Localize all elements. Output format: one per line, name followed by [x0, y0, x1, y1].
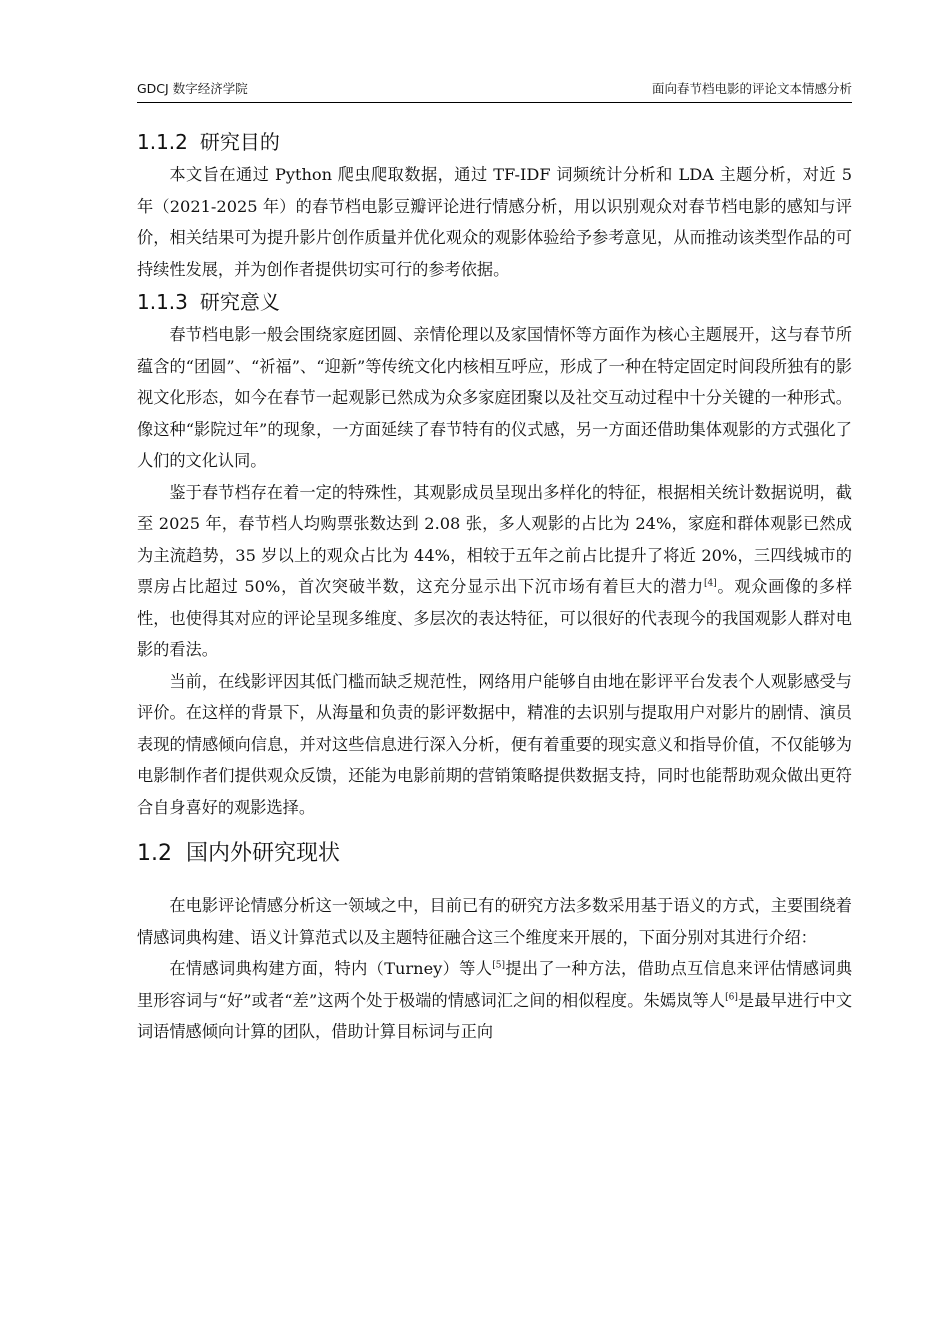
heading-number: 1.1.3 — [137, 290, 188, 314]
paragraph-research-purpose: 本文旨在通过 Python 爬虫爬取数据，通过 TF-IDF 词频统计分析和 LDA 主题分析，对近 5 年（2021-2025 年）的春节档电影豆瓣评论进行情感分析，用以识别观众对春节档电影的感知与评价，相关结果可为提升影片创作质量并优化观众的观影体验给予参考意见，从而推动该类型作品的可持续性发展，并为创作者提供切实可行的参考依据。 — [137, 165, 852, 279]
paragraph-text: 鉴于春节档存在着一定的特殊性，其观影成员呈现出多样化的特征，根据相关统计数据说明，截至 2025 年，春节档人均购票张数达到 2.08 张，多人观影的占比为 24%，家庭和群体观影已然成为主流趋势，35 岁以上的观众占比为 44%，相较于五年之前占比提升了将近 20%，三四线城市的票房占比超过 50%，首次突破半数，这充分显示出下沉市场有着巨大的潜力 — [137, 482, 852, 596]
citation-ref: [5] — [492, 960, 505, 971]
heading-title: 研究意义 — [199, 290, 280, 314]
paragraph-text: 是最早进行中文词语情感倾向计算的团队，借助计算目标词与正向 — [137, 990, 853, 1041]
header-institution: GDCJ 数字经济学院 — [137, 81, 248, 96]
heading-research-status — [137, 835, 852, 873]
citation-ref: [6] — [725, 992, 738, 1003]
citation-ref: [4] — [703, 578, 717, 589]
heading-research-significance — [137, 285, 852, 319]
paragraph-text: 在情感词典构建方面，特内（Turney）等人 — [169, 959, 493, 978]
heading-title: 研究目的 — [199, 130, 280, 154]
paragraph-significance-3: 当前，在线影评因其低门槛而缺乏规范性，网络用户能够自由地在影评平台发表个人观影感受与评价。在这样的背景下，从海量和负责的影评数据中，精准的去识别与提取用户对影片的剧情、演员表现的情感倾向信息，并对这些信息进行深入分析，便有着重要的现实意义和指导价值，不仅能够为电影制作者们提供观众反馈，还能为电影前期的营销策略提供数据支持，同时也能帮助观众做出更符合自身喜好的观影选择。 — [137, 671, 852, 817]
heading-research-purpose — [137, 125, 852, 159]
paragraph-significance-2 — [137, 477, 852, 666]
page-body — [137, 125, 852, 1048]
header-thesis-title: 面向春节档电影的评论文本情感分析 — [651, 81, 852, 96]
heading-title: 国内外研究现状 — [186, 841, 341, 866]
heading-number: 1.1.2 — [137, 130, 188, 154]
page-header — [137, 76, 852, 103]
heading-number: 1.2 — [137, 841, 172, 866]
paragraph-status-lexicon — [137, 953, 852, 1048]
paragraph-status-intro: 在电影评论情感分析这一领域之中，目前已有的研究方法多数采用基于语义的方式，主要围绕着情感词典构建、语义计算范式以及主题特征融合这三个维度来开展的，下面分别对其进行介绍： — [137, 896, 852, 947]
paragraph-significance-1: 春节档电影一般会围绕家庭团圆、亲情伦理以及家国情怀等方面作为核心主题展开，这与春节所蕴含的“团圆”、“祈福”、“迎新”等传统文化内核相互呼应，形成了一种在特定固定时间段所独有的影视文化形态，如今在春节一起观影已然成为众多家庭团聚以及社交互动过程中十分关键的一种形式。像这种“影院过年”的现象，一方面延续了春节特有的仪式感，另一方面还借助集体观影的方式强化了人们的文化认同。 — [137, 325, 852, 470]
paragraph-text: 提出了一种方法，借助点互信息来评估情感词典里形容词与“好”或者“差”这两个处于极端的情感词汇之间的相似程度。朱嫣岚等人 — [137, 959, 853, 1010]
paragraph-text: 。观众画像的多样性，也使得其对应的评论呈现多维度、多层次的表达特征，可以很好的代表现今的我国观影人群对电影的看法。 — [137, 577, 853, 659]
